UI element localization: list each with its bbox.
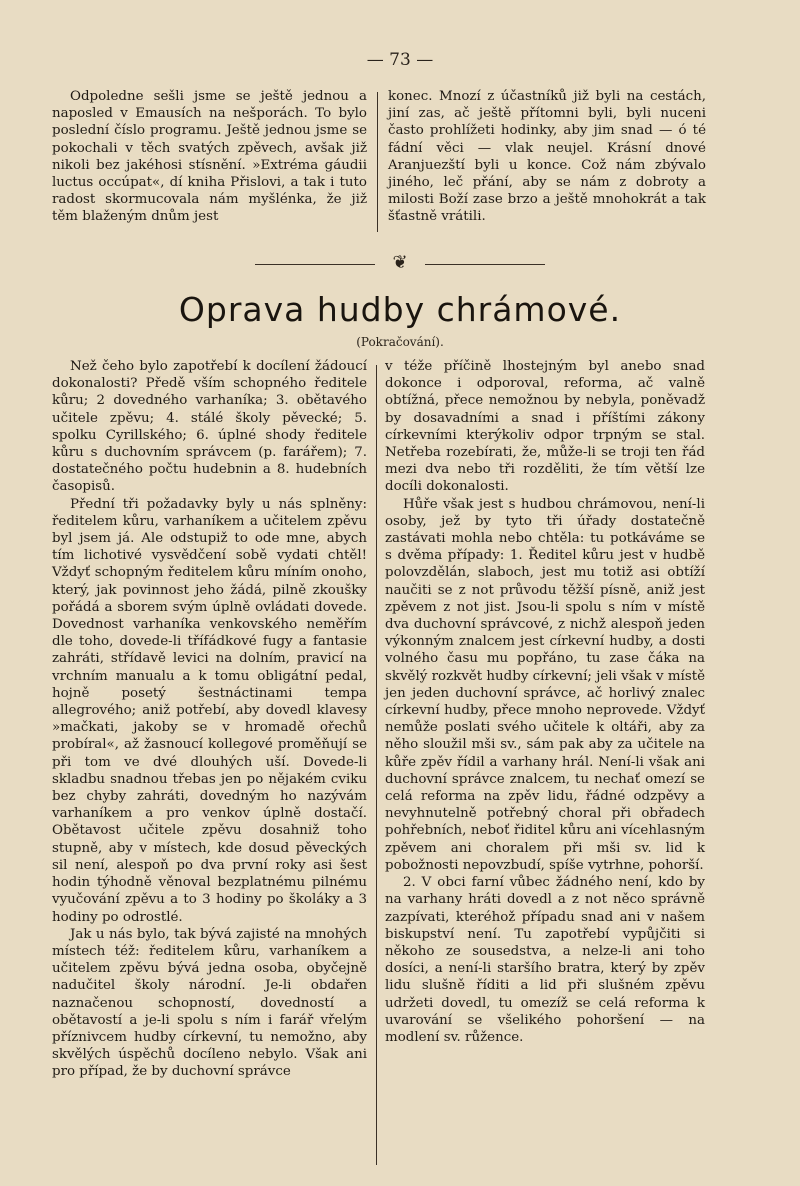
- paragraph: Než čeho bylo zapotřebí k docílení žádoucí dokonalosti? Předě vším schopného ředitele kůru; 2 dovedného varhaníka; 3. obětavého učitele zpěvu; 4. stálé školy pěvecké; 5. spolku Cyrillského; 6. úplné shody ředitele kůru s duchovním správcem (p. farářem); 7. dostatečného počtu hudebnin a 8. hudebních časopisů.: [52, 359, 367, 495]
- section-ornament: [0, 250, 800, 280]
- paragraph: 2. V obci farní vůbec žádného není, kdo by na varhany hráti dovedl a z not něco správně zazpívati, kteréhož případu snad ani v našem biskupství není. Tu zapotřebí vypůjčiti si někoho ze sousedstva, a nelze-li ani toho dosíci, a není-li staršího bratra, který by zpěv lidu slušně říditi a lid při slušném zpěvu udržeti dovedl, tu omezíž se celá reforma k uvarování se všelikého pohoršení — na modlení sv. růžence.: [385, 875, 705, 1045]
- paragraph: v téže příčině lhostejným byl anebo snad dokonce i odporoval, reforma, ač valně obtížná, přece nemožnou by nebyla, poněvadž by dosavadními a snad i příštími zákony církevními kterýkoliv odpor trpným se stal. Netřeba rozebírati, že, může-li se troji ten řád mezi dva nebo tři rozděliti, že tím větší lze docíli dokonalosti.: [385, 359, 705, 495]
- ornament-line: [255, 264, 375, 265]
- top-left-column: [52, 88, 367, 226]
- page-number: — 73 —: [366, 50, 434, 70]
- paragraph: Jak u nás bylo, tak bývá zajisté na mnohých místech též: ředitelem kůru, varhaníkem a učitelem zpěvu bývá jedna osoba, obyčejně nadučitel školy národní. Je-li obdařen naznačenou schopností, dovedností a obětavostí a je-li spolu s ním i farář vřelým příznivcem hudby církevní, tu nemožno, aby skvělých úspěchů docíleno nebylo. Však ani pro případ, že by duchovní správce: [52, 926, 367, 1080]
- paragraph: konec. Mnozí z účastníků již byli na cestách, jiní zas, ač ještě přítomni byli, byli nuceni často prohlížeti hodinky, aby jim snad — ó té fádní věci — vlak neujel. Krásní dnové Aranjuezští byli u konce. Což nám zbývalo jiného, leč přání, aby se nám z dobroty a milosti Boží zase brzo a ještě mnohokrát a tak šťastně vrátili.: [388, 89, 706, 225]
- paragraph: Odpoledne sešli jsme se ještě jednou a naposled v Emausích na nešporách. To bylo poslední číslo programu. Ještě jednou jsme se pokochali v těch svatých zpěvech, avšak již nikoli bez jakéhosi stísnění. »Extréma gáudii luctus occúpat«, dí kniha Přislovi, a tak i tuto radost skormucovala nám myšlénka, že již těm blaženým dnům jest: [52, 89, 367, 225]
- bottom-right-column: [385, 358, 705, 1046]
- column-divider: [376, 365, 377, 1165]
- bottom-left-column: [52, 358, 367, 1081]
- ornament-line: [425, 264, 545, 265]
- article-subtitle: (Pokračování).: [356, 335, 444, 349]
- top-right-column: [388, 88, 706, 226]
- fleuron-icon: ❦: [392, 252, 408, 273]
- paragraph: Přední tři požadavky byly u nás splněny: ředitelem kůru, varhaníkem a učitelem zpěvu byl jsem já. Ale odstupiž to ode mne, abych tím lichotivé vysvědčení sobě vydati chtěl! Vždyť schopným ředitelem kůru míním onoho, který, jak povinnost jeho žádá, pilně zkoušky pořádá a sborem svým úplně ovládati dovede. Dovednost varhaníka venkovského neměřím dle toho, dovede-li třífádkové fugy a fantasie zahráti, střídavě levici na dolním, pravicí na vrchním manualu a k tomu obligátní pedal, hojně posetý šestnáctinami tempa allegrového; aniž potřebí, aby dovedl klavesy »mačkati, jakoby se v hromadě ořechů probíral«, až žasnoucí kollegové proměňují se při tom ve dvé dlouhých uší. Dovede-li skladbu snadnou třebas jen po nějakém cviku bez chyby zahráti, dovedným ho nazývám varhaníkem a pro venkov úplně dostačí. Obětavost učitele zpěvu dosahniž toho stupně, aby v místech, kde dosud pěveckých sil není, alespoň po dva první roky asi šest hodin týhodně věnoval bezplatnému pilnému vyučování zpěvu a to 3 hodiny po školáky a 3 hodiny po odrostlé.: [52, 496, 367, 925]
- article-title: Oprava hudby chrámové.: [178, 290, 622, 329]
- column-divider: [377, 92, 378, 232]
- paragraph: Hůře však jest s hudbou chrámovou, není-li osoby, jež by tyto tři úřady dostatečně zastávati mohla nebo chtěla: tu potkáváme se s dvěma případy: 1. Ředitel kůru jest v hudbě polovzdělán, slaboch, jest mu totiž asi obtíží naučiti se z not průvodu těžší písně, aniž jest zpěvem z not jist. Jsou-li spolu s ním v místě dva duchovní správcové, z nichž alespoň jeden výkonným znalcem jest církevní hudby, a dosti volného času mu popřáno, tu zase čáka na skvělý rozkvět hudby církevní; jeli však v místě jen jeden duchovní správce, ač horlivý znalec církevní hudby, přece mnoho neprovede. Vždyť nemůže poslati svého učitele k oltáři, aby za něho sloužil mši sv., sám pak aby za učitele na kůře zpěv řídil a varhany hrál. Není-li však ani duchovní správce znalcem, tu nechať omezí se celá reforma na zpěv lidu, řádné odzpěvy a nevyhnutelně potřebný choral při obřadech pohřebních, neboť řiditel kůru ani vícehlasným zpěvem ani choralem při mši sv. lid k pobožnosti nepovzbudí, spíše vytrhne, pohorší.: [385, 496, 705, 873]
